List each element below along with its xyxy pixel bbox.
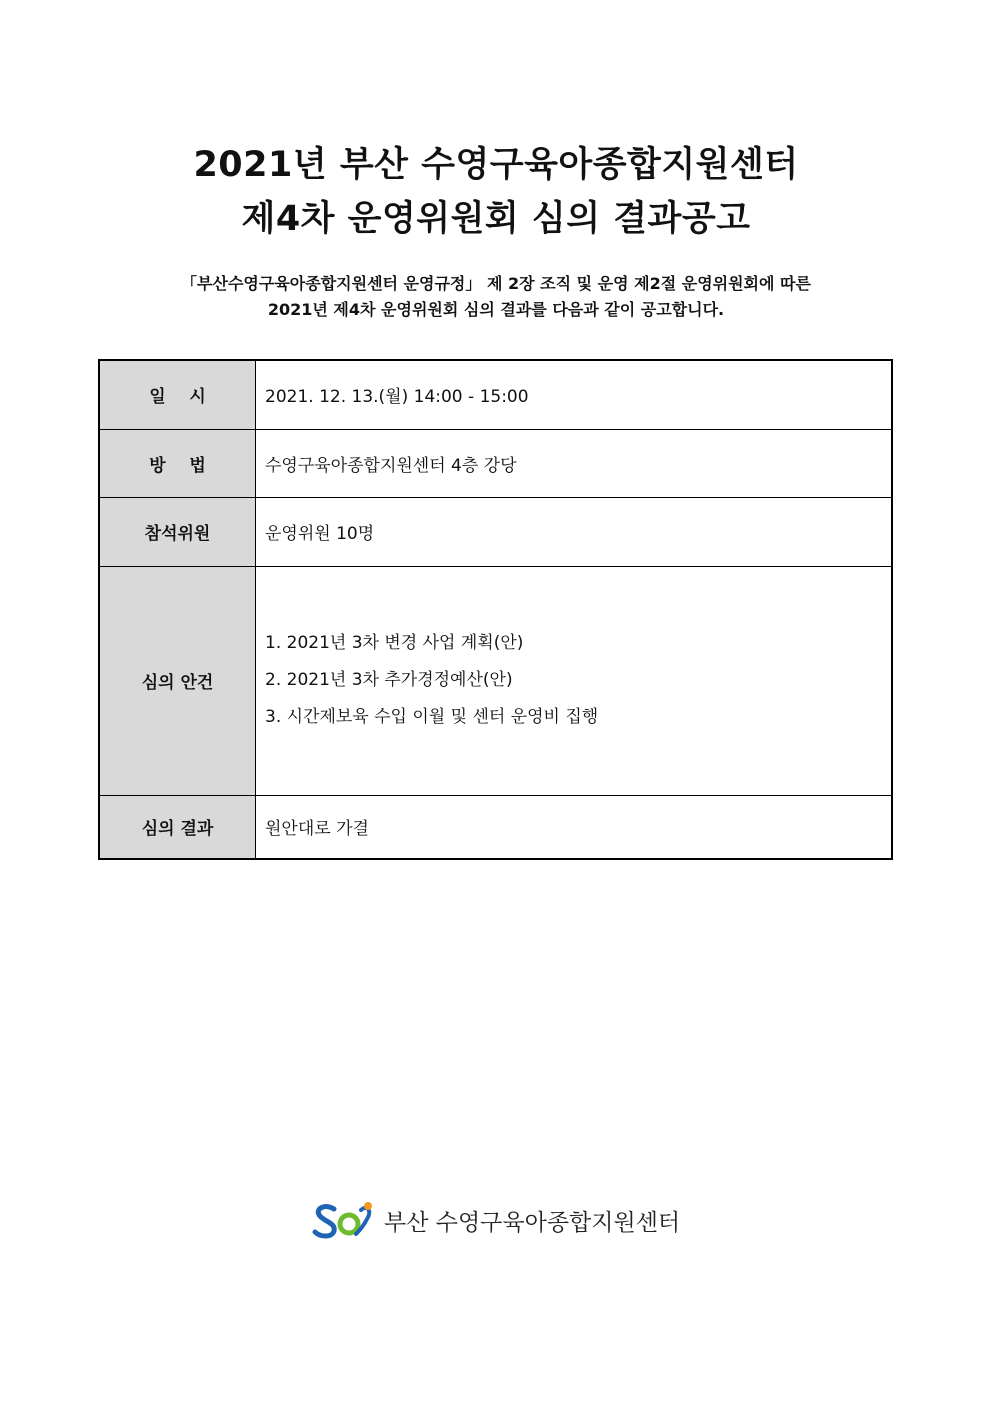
value-result: 원안대로 가결 [256, 795, 893, 859]
table-row-datetime [99, 360, 892, 429]
value-datetime: 2021. 12. 13.(월) 14:00 - 15:00 [256, 360, 893, 429]
table-row-agenda [99, 566, 892, 795]
intro-line-1: 「부산수영구육아종합지원센터 운영규정」 제 2장 조직 및 운영 제2절 운영위원회에 따른 [181, 274, 811, 293]
label-attendees: 참석위원 [99, 497, 256, 566]
footer-brand [312, 1199, 680, 1241]
document-title [0, 138, 992, 246]
center-name: 부산 수영구육아종합지원센터 [384, 1209, 681, 1236]
label-agenda: 심의 안건 [99, 566, 256, 795]
agenda-item-1: 1. 2021년 3차 변경 사업 계획(안) [265, 633, 524, 653]
center-logo-icon [312, 1200, 374, 1240]
info-table [98, 359, 893, 860]
agenda-item-2: 2. 2021년 3차 추가경정예산(안) [265, 670, 513, 690]
table-row-attendees [99, 497, 892, 566]
value-agenda [256, 566, 893, 795]
value-attendees: 운영위원 10명 [256, 497, 893, 566]
table-row-result [99, 795, 892, 859]
label-method: 방 법 [99, 429, 256, 497]
table-row-method [99, 429, 892, 497]
agenda-item-3: 3. 시간제보육 수입 이월 및 센터 운영비 집행 [265, 707, 599, 727]
title-line-2: 제4차 운영위원회 심의 결과공고 [241, 199, 751, 239]
title-line-1: 2021년 부산 수영구육아종합지원센터 [193, 145, 799, 185]
label-datetime: 일 시 [99, 360, 256, 429]
intro-text [0, 271, 992, 323]
intro-line-2: 2021년 제4차 운영위원회 심의 결과를 다음과 같이 공고합니다. [267, 300, 725, 319]
value-method: 수영구육아종합지원센터 4층 강당 [256, 429, 893, 497]
label-result: 심의 결과 [99, 795, 256, 859]
